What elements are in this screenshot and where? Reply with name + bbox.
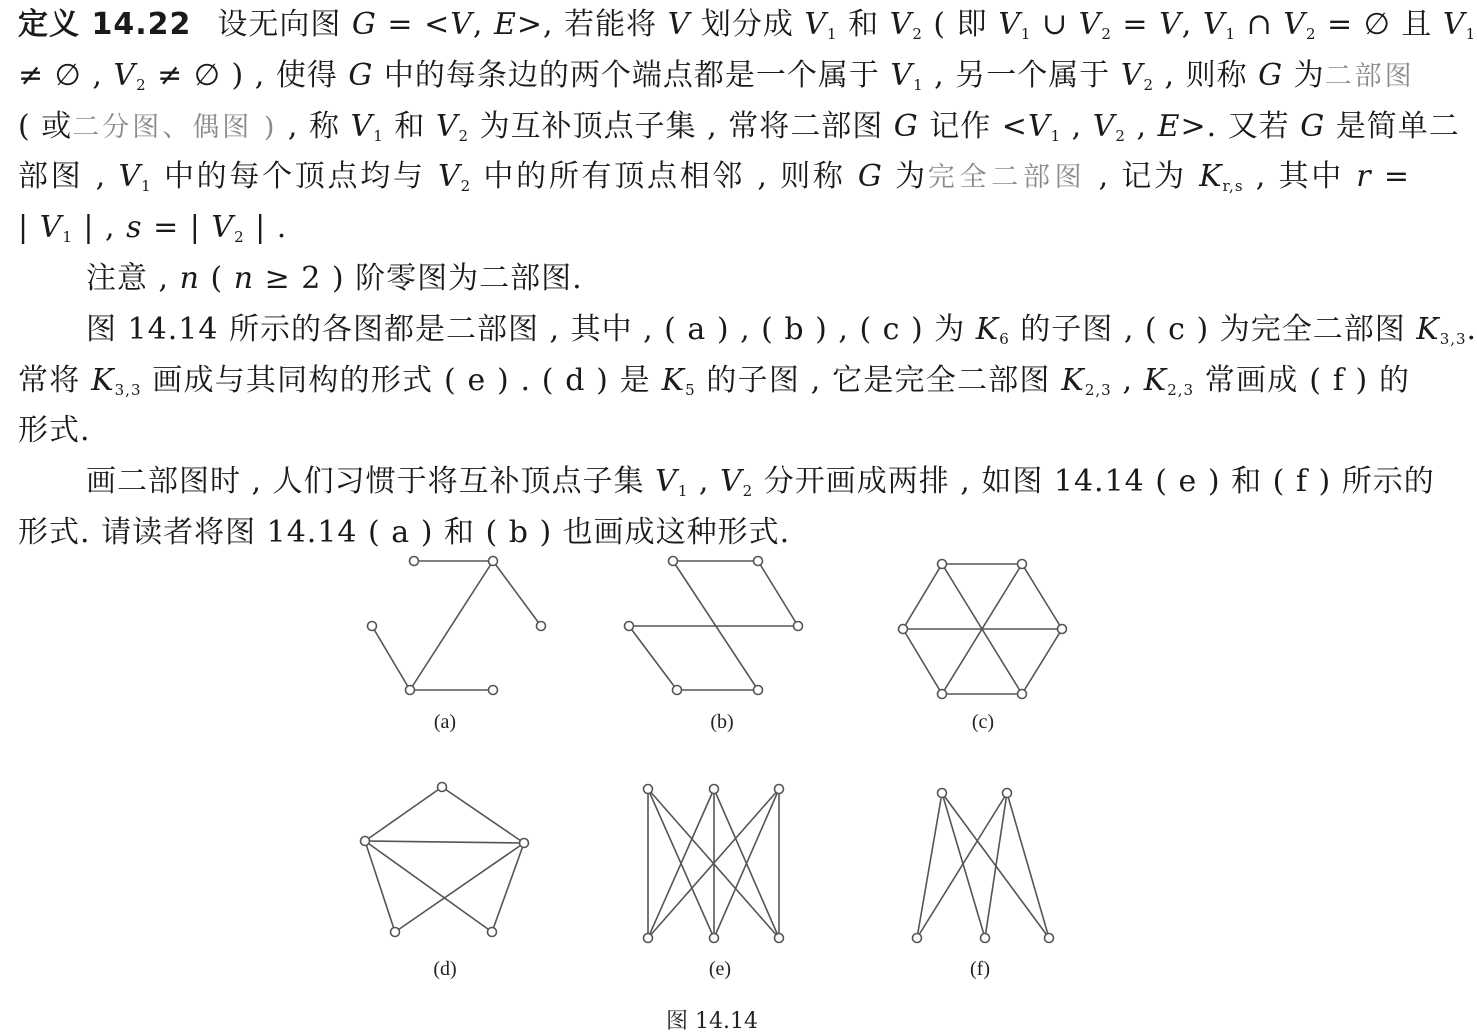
figure-caption: 图 14.14 (666, 1009, 758, 1034)
label-c: (c) (971, 711, 995, 733)
subfigure-b (625, 557, 803, 734)
term-complete-bipartite: 完全二部图 (927, 162, 1087, 194)
subfigure-c (899, 560, 1067, 734)
label-a: (a) (433, 711, 457, 733)
figure-14-14 (0, 545, 1423, 1035)
para2-line-1: 图 14.14 所示的各图都是二部图 , 其中 , ( a ) , ( b ) , ( c ) 为 $K_6$ 的子图 , ( c ) 为完全二部图 $K_{3,3}$. (86, 311, 1477, 348)
label-e: (e) (708, 958, 732, 980)
definition-line-2: ≠ ∅ , $V_2$ ≠ ∅ ) , 使得 G 中的每条边的两个端点都是一个属于 $V_1$ , 另一个属于 $V_2$ , 则称 G 为二部图 (18, 57, 1415, 94)
definition-line-3: ( 或二分图、偶图 ) , 称 $V_1$ 和 $V_2$ 为互补顶点子集 , 常将二部图 G 记作 $<V_1$ , $V_2$ , E>. 又若 G 是简单二 (18, 108, 1460, 145)
note-line: 注意 , n ( n ≥ 2 ) 阶零图为二部图. (86, 260, 583, 296)
term-bipartite: 二部图 (1324, 60, 1415, 92)
subfigure-f (913, 789, 1054, 981)
subfigure-e (644, 785, 784, 981)
para3-line-1: 画二部图时 , 人们习惯于将互补顶点子集 $V_1$ , $V_2$ 分开画成两排 , 如图 14.14 ( e ) 和 ( f ) 所示的 (86, 464, 1435, 501)
definition-line-4: 部图 , $V_1$ 中的每个顶点均与 $V_2$ 中的所有顶点相邻 , 则称 G 为完全二部图 , 记为 $K_{r,s}$ , 其中 r = (18, 159, 1410, 196)
text-block (18, 0, 1477, 559)
subfigure-a (368, 557, 546, 734)
definition-label: 定义 14.22 (18, 7, 192, 42)
subfigure-d (361, 783, 529, 981)
para2-line-2: 常将 $K_{3,3}$ 画成与其同构的形式 ( e ) . ( d ) 是 $K_5$ 的子图 , 它是完全二部图 $K_{2,3}$ , $K_{2,3}$ 常画成 ( f ) 的 (18, 362, 1411, 399)
label-d: (d) (433, 958, 457, 980)
label-b: (b) (710, 711, 734, 733)
definition-line-5: | $V_1$ | , s = | $V_2$ | . (18, 210, 288, 247)
para3-line-2: 形式. 请读者将图 14.14 ( a ) 和 ( b ) 也画成这种形式. (18, 514, 791, 550)
term-aliases: 二分图、偶图 ) (72, 111, 278, 143)
label-f: (f) (970, 958, 990, 980)
para2-line-3: 形式. (18, 413, 91, 449)
definition-line-1: 定义 14.22 设无向图 G = <V, E>, 若能将 V 划分成 $V_1$ 和 $V_2$ ( 即 $V_1$ ∪ $V_2 = V$, $V_1$ ∩ $V_2$ = ∅ 且 $V_1$ (18, 7, 1477, 43)
